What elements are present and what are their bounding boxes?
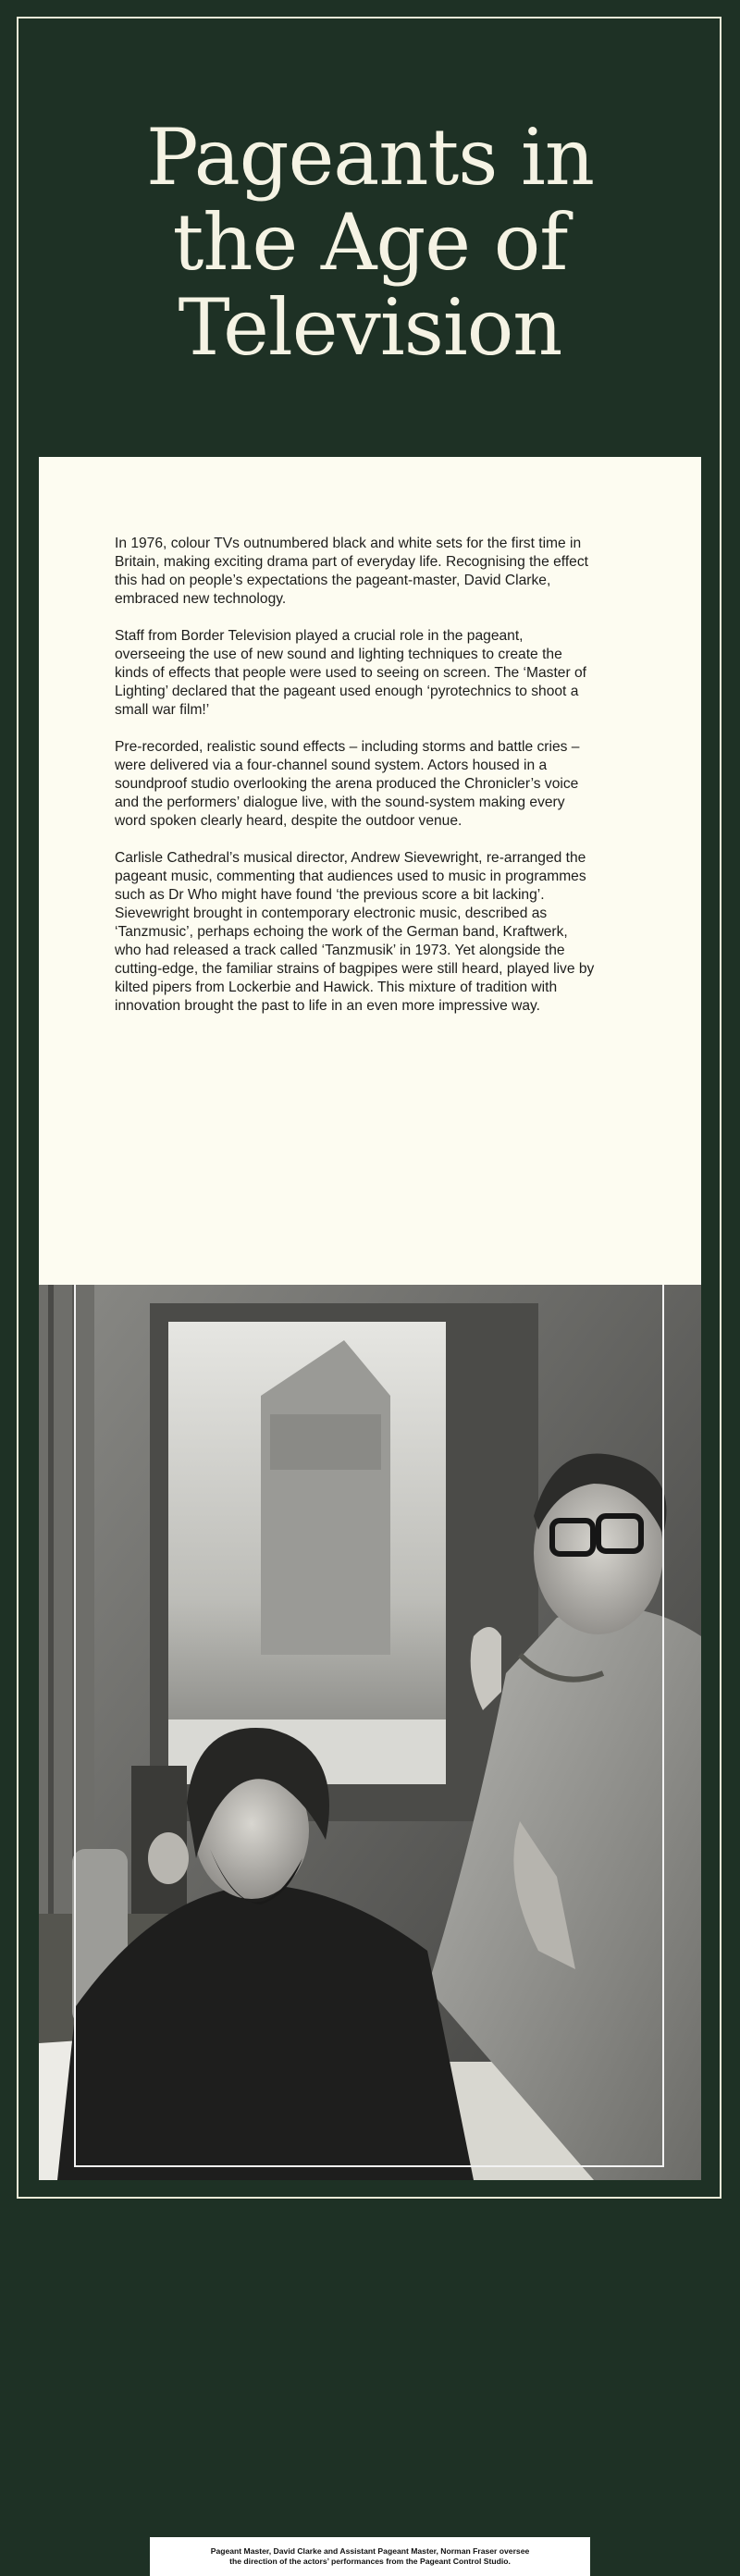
title-line-3: Television <box>178 282 562 373</box>
photo-caption <box>150 2537 590 2576</box>
title-line-1: Pageants in <box>145 112 595 203</box>
caption-line-2: the direction of the actors’ performances from the Pageant Control Studio. <box>229 2557 511 2566</box>
paragraph-3: Pre-recorded, realistic sound effects – including storms and battle cries – were delivered via a four-channel sound system. Actors housed in a soundproof studio overlooking the arena produced the Chronicler’s voice and the performers’ dialogue live, with the sound-system making every word spoken clearly heard, despite the outdoor venue. <box>115 739 580 829</box>
title-line-2: the Age of <box>172 197 568 288</box>
archive-photo <box>39 1285 701 2566</box>
panel-title <box>37 112 703 373</box>
paragraph-2: Staff from Border Television played a crucial role in the pageant, overseeing the use of new sound and lighting techniques to create the kinds of effects that people were used to seeing on screen. The ‘Master of Lighting’ declared that the pageant used enough ‘pyrotechnics to shoot a small war film!’ <box>115 628 586 718</box>
body-text <box>115 535 596 1034</box>
paragraph-4: Carlisle Cathedral’s musical director, Andrew Sievewright, re-arranged the pageant music, commenting that audiences used to music in programmes such as Dr Who might have found ‘the previous score a bit lacking’. Sievewright brought in contemporary electronic music, described as ‘Tanzmusic’, perhaps echoing the work of the German band, Kraftwerk, who had released a track called ‘Tanzmusik’ in 1973. Yet alongside the cutting-edge, the familiar strains of bagpipes were still heard, played live by kilted pipers from Lockerbie and Hawick. This mixture of tradition with innovation brought the past to life in an even more impressive way. <box>115 850 595 1014</box>
photo-inner-border <box>74 1285 664 2167</box>
caption-line-1: Pageant Master, David Clarke and Assistant Pageant Master, Norman Fraser oversee <box>210 2546 530 2556</box>
paragraph-1: In 1976, colour TVs outnumbered black and white sets for the first time in Britain, making exciting drama part of everyday life. Recognising the effect this had on people’s expectations the pageant-master, David Clarke, embraced new technology. <box>115 536 588 607</box>
